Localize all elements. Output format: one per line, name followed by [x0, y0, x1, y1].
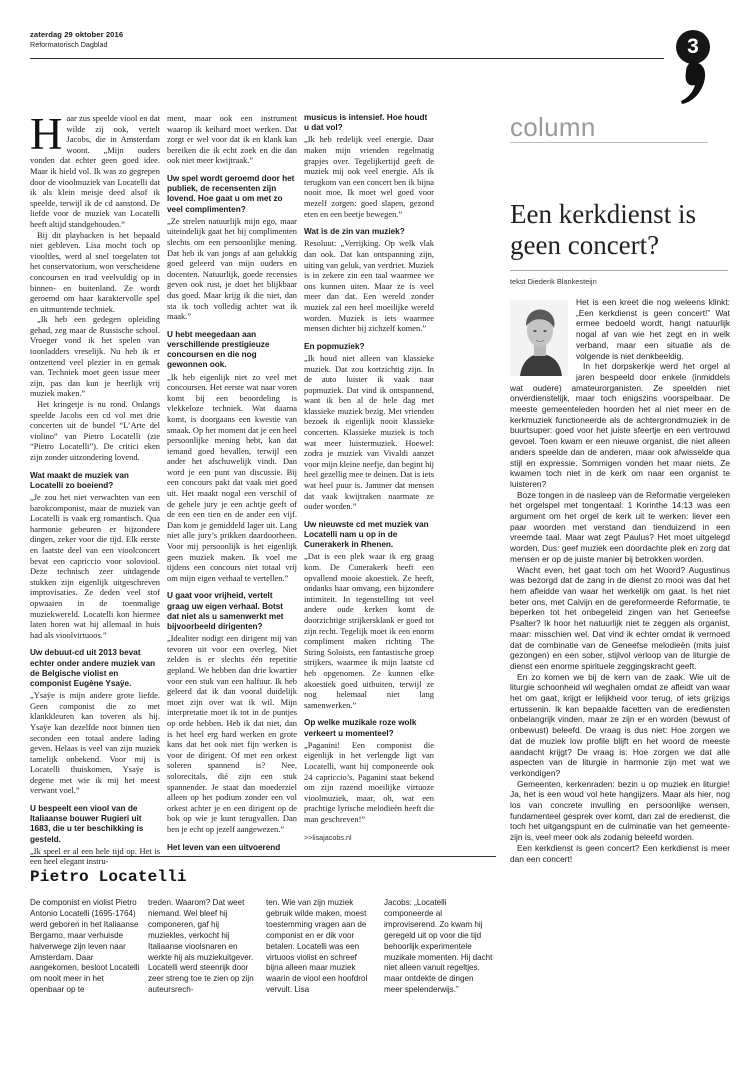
interview-question: Op welke muzikale roze wolk verkeert u momenteel? — [304, 718, 417, 738]
body-paragraph: Resoluut: „Verrijking. Op welk vlak dan ook. Dat kan ontspanning zijn, uiting van geluk, van verdriet. Muziek is in zekere zin een taal waarmee we ons kunnen uiten. Maar ze is veel meer dan dat. Een wereld zonder muziek zal een heel moeilijke wereld worden. Muziek is iets waarmee mensen dichter bij zichzelf komen.” — [304, 238, 434, 334]
column-paragraph: In het dorpskerkje werd het orgel al jaren bespeeld door enkele (inmiddels wat oudere) amateurorganisten. Ze speelden niet onverdienstelijk, maar toch enigszins voorspelbaar. De meeste gemeenteleden hoorden het al niet meer en de kerkmuziek functioneerde als de achtergrondmuziek in de buurtsuper: goed voor het juiste sfeertje en een vertrouwd gevoel. Toen kwam er een nieuwe organist, die niet alleen anders speelde dan de anderen, maar ook afwisselde qua stijl en expressie. Sommigen vonden het maar niets. Ze kwamen toch niet in de kerk om naar een organist te luisteren? — [510, 361, 730, 489]
sidebar-title: Pietro Locatelli — [30, 868, 187, 886]
body-paragraph: „Ik houd niet alleen van klassieke muziek. Dat zou kortzichtig zijn. In de auto luister ik vaak naar popmuziek. Dat vind ik ontspannend, want ik ben al de hele dag met klassieke muziek bezig. Met vrienden bezoek ik eigenlijk nooit klassieke concerten. Klassieke muziek is toch wat meer luistermuziek. Hoewel: zodra je muziek van Vivaldi aanzet voor mijn kleine neefje, dan begint hij heel gezellig mee te deinen. Dat is iets wat heel puur is. Jammer dat mensen dat vaak kwijtraken naarmate ze ouder worden.” — [304, 352, 434, 512]
body-paragraph: „Je zou het niet verwachten van een barokcomponist, maar de muziek van Locatelli is vaak erg romantisch. Qua harmonie gebeuren er bijzondere dingen, zeker voor die tijd. Elk eerste en laatste deel van een vioolconcert bevat een capriccio voor soloviool. Deze technisch zeer uitdagende stukken zijn eigenlijk uitgeschreven improvisaties. Ze deden veel stof opwaaien in de toenmalige muziekwereld. Locatelli kon hiermee laten horen wat hij allemaal in huis had als vioolvirtuoos.” — [30, 492, 160, 640]
interview-question: Wat maakt de muziek van Locatelli zo boeiend? — [30, 470, 129, 490]
interview-question: U hebt meegedaan aan verschillende prestigieuze concoursen en die nog gewonnen ook. — [167, 329, 270, 370]
body-paragraph: Bij dit playbacken is het bepaald niet gebleven. Lisa mocht toch op viooltles, werd al snel toegelaten tot het conservatorium, won verscheidene concoursen en trad veelvuldig op in binnen- en buitenland. Ze wordt geroemd om haar karaktervolle spel en uitmuntende techniek. — [30, 229, 160, 314]
sidebar-text: ten. Wie van zijn muziek gebruik wilde maken, moest toestemming vragen aan de componist en er dik voor betalen. Locatelli was een virtuoos violist en schreef bijna alleen maar muziek waarin de viool een hoofdrol vervult. Lisa — [266, 898, 368, 995]
newspaper-name: Reformatorisch Dagblad — [30, 40, 108, 49]
body-paragraph: Het kringetje is nu rond. Onlangs speelde Jacobs een cd vol met drie concerten uit de bundel “L’Arte del violino” van Pietro Locatelli (zie “Pietro Locatelli”). De critici eken zijn zonder uitzondering lovend. — [30, 399, 160, 462]
interview-question: En popmuziek? — [304, 341, 365, 351]
article-column-1 — [30, 109, 160, 867]
body-paragraph: „Ik heb een gedegen opleiding gehad, zeg maar de Russische school. Vroeger vond ik het spelen van toonladders vreselijk. Nu heb ik er ontzettend veel plezier in en gemak van. Techniek moet geen issue meer zijn, pas dan kun je heerlijk vrij muziek maken.” — [30, 314, 160, 399]
body-paragraph: „Ysaÿe is mijn andere grote liefde. Geen componist die zo met klankkleuren kan toveren als hij. Ysaÿe kan dezelfde noot binnen tien seconden een totaal andere lading geven. Helaas is veel van zijn muziek tamelijk onbekend. Voor mij is Locatelli thuiskomen, Ysaÿe is degene met wie ik mij het meest verwant voel.” — [30, 690, 160, 796]
column-headline: Een kerkdienst is geen concert? — [510, 199, 696, 260]
sidebar-text: treden. Waarom? Dat weet niemand. Wel bleef hij componeren, gaf hij muziekles, verkocht hij Italiaanse vioolsnaren en werkte hij als muziekuitgever. Locatelli werd steenrijk door zeer streng toe te zien op zijn auteursrech- — [148, 898, 254, 995]
column-body — [510, 297, 730, 1057]
interview-question: Het leven van een uitvoerend — [167, 842, 281, 852]
page-number: 3 — [676, 30, 710, 64]
interview-question: U gaat voor vrijheid, vertelt graag uw eigen verhaal. Botst dat niet als u samenwerkt met bijvoorbeeld dirigenten? — [167, 591, 284, 632]
body-paragraph: „Ik heb eigenlijk niet zo veel met concoursen. Het eerste wat naar voren komt bij een beoordeling is vlekkeloze techniek. Wat daarna komt, is doorgaans een kwestie van smaak. Op het moment dat je een heel persoonlijke mening hebt, kan dat iemand goed bevallen, terwijl een ander het afschuwelijk vindt. Dan word je een punt van discussie. Bij een concours pakt dat vaak niet goed uit. Het maakt nogal een verschil of de gehele jury je een achtje geeft of de een een tien en de ander een vijf. Dan kom je gemiddeld lager uit. Lang niet alle jury’s prikken daardoorheen. Voor mij persoonlijk is het eigenlijk geen muziek maken. Ik voel me tijdens een concours niet totaal vrij om mijn eigen verhaal te vertellen.” — [167, 371, 297, 583]
body-paragraph: „Ze strelen natuurlijk mijn ego, maar uiteindelijk gaat het bij complimenten slechts om een persoonlijke mening. Dat heb ik van jongs af aan gelukkig goed geleerd van mijn ouders en docenten. Natuurlijk, goede recensies geven ook rust, je doet het blijkbaar dus goed. Maar krijg ik die niet, dan sta ik toch volledig achter wat ik maak.” — [167, 215, 297, 322]
comma-icon — [678, 50, 710, 104]
article-column-2 — [167, 113, 297, 852]
column-paragraph: Het is een kreet die nog weleens klinkt: „Een kerkdienst is geen concert!” Wat ermee bedoeld wordt, hangt natuurlijk nogal af van wie het zegt en in welk verband, maar een situatie als de volgende is niet denkbeeldig. — [576, 297, 730, 361]
sidebar-column-3 — [266, 898, 376, 1058]
body-paragraph: „Idealiter nodigt een dirigent mij van tevoren uit voor een overleg. Niet zelden is er slechts één repetitie gepland. We hebben dan drie kwartier voor een stuk van een halfuur. Ik heb geleerd dat ik dan vooral duidelijk moet zijn over wat ik wil. Mijn interpretatie moet ik tot in de puntjes op orde hebben. Heb ik dat niet, dan is het heel erg hard werken en grote kans dat het ook niet fijn werken is voor de dirigent. Of met een orkest soleren spannend is? Nee, solorecitals, dié zijn een stuk spannender. Je staat dan moederziel alleen op het podium zonder een vol orkest achter je en een dirigent op de bok op wie je kunt terugvallen. Dan ben je echt op jezelf aangewezen.” — [167, 633, 297, 834]
drop-cap: H — [30, 109, 63, 159]
interview-question: Uw nieuwste cd met muziek van Locatelli nam u op in de Cunerakerk in Rhenen. — [304, 519, 429, 550]
sidebar-column-4 — [384, 898, 494, 1058]
column-paragraph: En zo komen we bij de kern van de zaak. Wie uit de liturgie schoonheid wil weghalen omdat ze afleidt van waar het om gaat, krijgt er lelijkheid voor terug, of iets grijzigs ertussenin. Ik kan bepaalde facetten van de erediensten onbelangrijk vinden, maar ze zijn er en worden (bewust of onbewust) beleefd. De vraag is dus niet: Hoe zorgen we dat de muziek low profile blijft en het woord de meeste aandacht krijgt? De vraag is: Hoe zorgen we dat alle aspecten van de liturgie in harmonie zijn met wat we verkondigen? — [510, 671, 730, 778]
sidebar-column-2 — [148, 898, 258, 1058]
column-paragraph: Wacht even, het gaat toch om het Woord? Augustinus was bezorgd dat de zang in de dienst zo mooi was dat het hem afleidde van waar het werkelijk om gaat. Is het niet beter ons, met Calvijn en de gereformeerde Reformatie, te beperken tot het onbegeleid zingen van het Geneefse Psalter? Ik hoor het natuurlijk niet te zeggen als organist, maar: misschien wel. Dat vind ik echter omdat ik vermoed dat de combinatie van de Geneefse melodieën (mits juist gezongen) en een sober, stijlvol verloop van de liturgie de dienst een enorme spirituele zeggingskracht geeft. — [510, 564, 730, 671]
body-paragraph: „Ik speel er al een hele tijd op. Het is een heel elegant instru- — [30, 845, 160, 867]
column-paragraph: Boze tongen in de nasleep van de Reformatie vergeleken het orgelspel met tongentaal: 1 Korinthe 14:13 was een argument om het orgel de kerk uit te werken: liever een paar woorden met verstand dan tienduizend in een vreemde taal. Maar wat zegt Paulus? Het moet uitgelegd worden. Dus: geef muziek een doordachte plek en zorg dat mensen er op de juiste manier bij betrokken worden. — [510, 489, 730, 564]
interview-question: musicus is intensief. Hoe houdt u dat vol? — [304, 113, 428, 133]
byline: tekst Diederik Blankesteijn — [510, 277, 597, 286]
column-paragraph: Gemeenten, kerkenraden: bezin u op muziek en liturgie! Ja, het is een woud vol hete hangijzers. Maar als hier, nog los van concrete invulling en persoonlijke wensen, fundamenteel gesprek over komt, dan zal de eredienst, die toch het uitgangspunt en de culminatie van het gemeente-zijn is, veel meer ook als zodanig beleefd worden. — [510, 778, 730, 843]
sidebar-rule — [30, 856, 496, 857]
column-label-rule — [510, 142, 708, 143]
byline-rule — [510, 270, 728, 271]
body-paragraph: ment, maar ook een instrument waarop ik keihard moet werken. Dat zorgt er wel voor dat ik en klank kan bereiken die ik echt zoek en die dan ook niet meer kwijtraak.” — [167, 113, 297, 166]
column-label: column — [510, 112, 596, 142]
sidebar-column-1 — [30, 898, 140, 1058]
sidebar-text: De componist en violist Pietro Antonio Locatelli (1695-1764) werd geboren in het Italiaanse Bergamo, maar verhuisde halverwege zijn leven naar Amsterdam. Daar aangekomen, besloot Locatelli om nooit meer in het openbaar op te — [30, 898, 140, 995]
sidebar-text: Jacobs: „Locatelli componeerde al improviserend. Zo kwam hij geregeld uit op voor die tijd behoorlijk experimentele muzikale momenten. Hij dacht niet alleen vanuit regeltjes, maar ontdekte de dingen meer spelenderwijs.” — [384, 898, 493, 995]
article-column-3 — [304, 113, 434, 848]
interview-question: U bespeelt een viool van de Italiaanse bouwer Rugieri uit 1683, die u ter beschikking is gesteld. — [30, 804, 144, 844]
source-link[interactable]: >>lisajacobs.nl — [304, 833, 352, 843]
header-rule — [30, 58, 664, 59]
masthead — [30, 30, 123, 49]
body-paragraph: „Paganini! Een componist die eigenlijk in het verlengde ligt van Locatelli, want hij componeerde ook 24 capriccio’s. Paganini staat bekend om zijn razend moeilijke virtuoze vioolmuziek, maar, oh, wat een prachtige lyrische melodieën heeft die man geschreven!” — [304, 739, 434, 824]
issue-date: zaterdag 29 oktober 2016 — [30, 30, 124, 39]
body-paragraph: aar zus speelde viool en dat wilde zij ook, vertelt Jacobs, die in Amsterdam woont. „Mijn ouders vonden dat echter geen goed idee. Maar ik hield vol. Ik was zo gegrepen door de vioolmuziek van Locatelli dat ik als klein meisje deed alsof ik speelde, terwijl ik de cd aanstond. De liefde voor de muziek van Locatelli heeft altijd standgehouden.” — [30, 113, 160, 229]
body-paragraph: „Ik heb redelijk veel energie. Daar maken mijn vrienden regelmatig grapjes over. Tegelijkertijd geeft de muziek mij ook veel energie. Als ik terugkom van een concert ben ik bijna nooit moe. Ik moet wel goed voor mezelf zorgen: goed slapen, gezond eten en een beetje bewegen.” — [304, 134, 434, 219]
interview-question: Wat is de zin van muziek? — [304, 227, 405, 237]
interview-question: Uw debuut-cd uit 2013 bevat echter onder andere muziek van de Belgische violist en componist Eugène Ysaÿe. — [30, 648, 156, 688]
interview-question: Uw spel wordt geroemd door het publiek, de recensenten zijn lovend. Hoe gaat u om met zo veel complimenten? — [167, 173, 295, 214]
column-paragraph: Een kerkdienst is geen concert? Een kerkdienst is meer dan een concert! — [510, 842, 730, 864]
body-paragraph: „Dat is een plek waar ik erg graag kom. De Cunerakerk heeft een opvallend mooie akoestiek. Ze heeft, ondanks haar omvang, een bijzondere intimiteit. In tegenstelling tot veel andere oude kerken komt de doorzichtige strijkersklank er goed tot zijn recht. Tegelijk moet ik een enorm compliment maken richting The String Soloists, een fantastische groep strijkers, waarmee ik mijn laatste cd heb opgenomen. Ze kunnen elke akoestiek goed uitbuiten, terwijl ze nog helemaal niet lang samenwerken.” — [304, 551, 434, 710]
